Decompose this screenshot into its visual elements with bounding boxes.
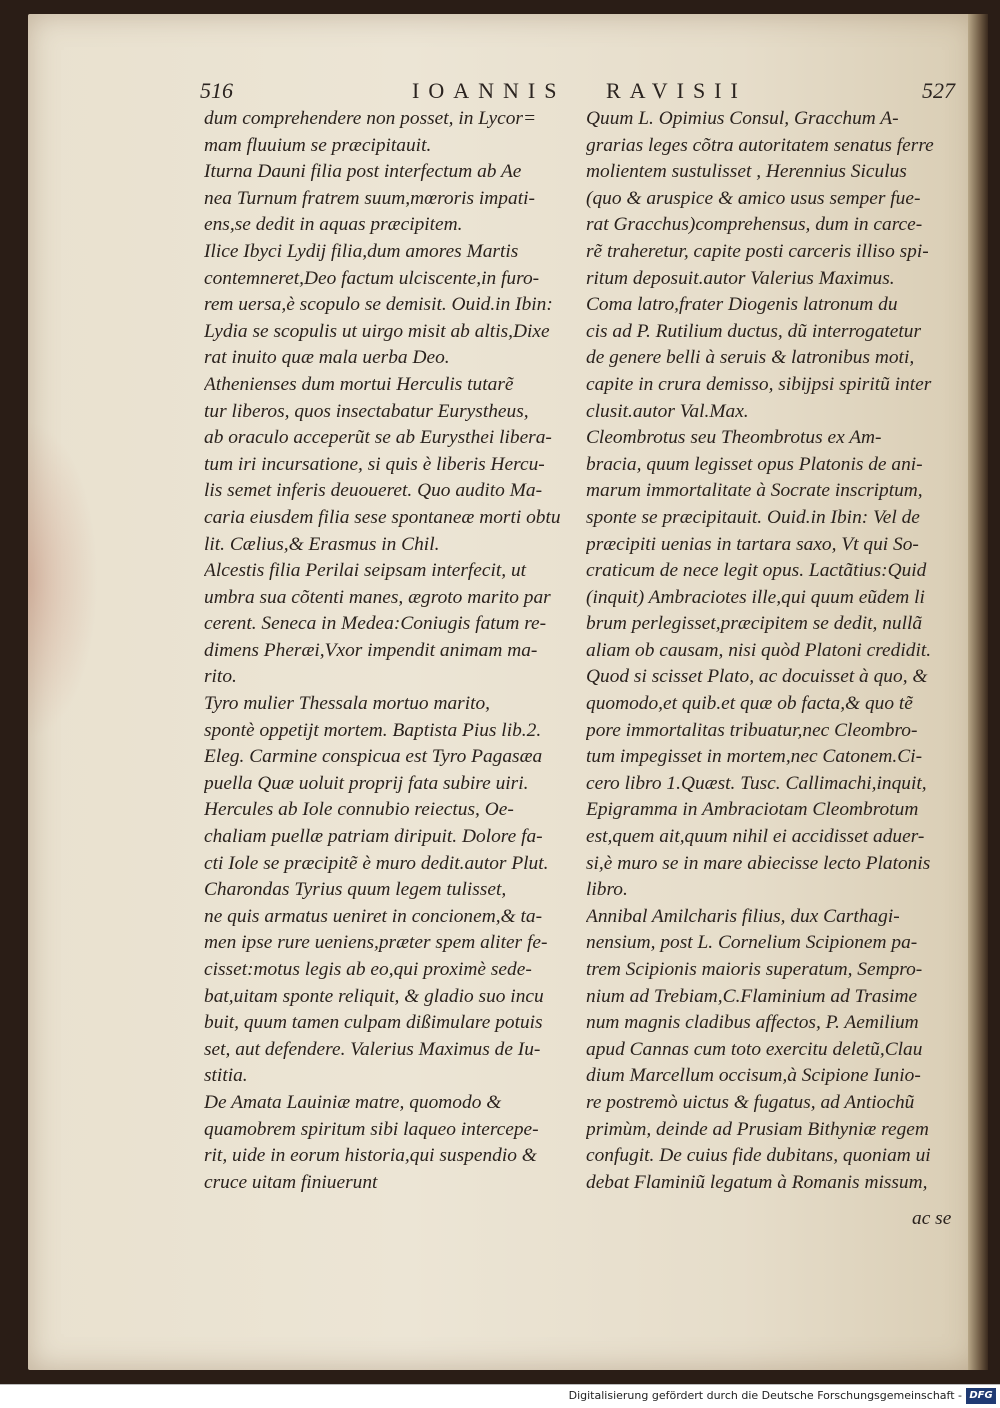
text-line: set, aut defendere. Valerius Maximus de Iu- [204, 1038, 541, 1060]
text-line: ne quis armatus ueniret in concionem,& ta- [204, 905, 543, 927]
text-line: Alcestis filia Perilai seipsam interfecit, ut [204, 560, 527, 582]
text-line: cerent. Seneca in Medea:Coniugis fatum re- [204, 613, 547, 635]
book-edge-shadow [968, 14, 988, 1370]
text-line: lis semet inferis deuoueret. Quo audito Ma- [204, 480, 543, 502]
text-line: Hercules ab Iole connubio reiectus, Oe- [204, 799, 514, 821]
text-line: ens,se dedit in aquas præcipitem. [204, 214, 463, 236]
text-line: si,è muro se in mare abiecisse lecto Platonis [586, 852, 931, 874]
text-line: cisset:motus legis ab eo,qui proximè sede- [204, 959, 532, 980]
text-line: buit, quum tamen culpam dißimulare potuis [204, 1012, 543, 1034]
text-line: Annibal Amilcharis filius, dux Carthagi- [586, 905, 900, 927]
text-line: Quum L. Opimius Consul, Gracchum A- [586, 108, 899, 129]
text-line: Epigramma in Ambraciotam Cleombrotum [586, 799, 919, 821]
text-line: puella Quæ uoluit proprij fata subire uiri. [204, 772, 529, 794]
text-line: cruce uitam finiuerunt [204, 1171, 378, 1193]
text-line: Ilice Ibyci Lydij filia,dum amores Martis [204, 240, 519, 262]
text-line: Charondas Tyrius quum legem tulisset, [204, 879, 507, 901]
text-line: de genere belli à seruis & latronibus moti, [586, 347, 915, 369]
text-line: Coma latro,frater Diogenis latronum du [586, 294, 898, 316]
text-line: Quod si scisset Plato, ac docuisset à quo, & [586, 666, 928, 688]
text-line: pore immortalitas tribuatur,nec Cleombro- [586, 719, 918, 741]
text-line: spontè oppetijt mortem. Baptista Pius lib.2. [204, 719, 542, 741]
paper-stain [28, 420, 98, 740]
text-line: dium Marcellum occisum,à Scipione Iunio- [586, 1065, 921, 1087]
text-line: nea Turnum fratrem suum,mœroris impati- [204, 187, 535, 209]
text-line: tur liberos, quos insectabatur Eurystheus, [204, 400, 529, 422]
digitization-footer [0, 1384, 1000, 1408]
text-line: grarias leges cõtra autoritatem senatus ferre [586, 134, 934, 156]
text-line: rit, uide in eorum historia,qui suspendio & [204, 1145, 537, 1167]
text-line: tum iri incursatione, si quis è liberis Hercu- [204, 453, 545, 475]
text-line: nensium, post L. Cornelium Scipionem pa- [586, 932, 918, 954]
dfg-logo-icon: DFG [966, 1388, 996, 1404]
text-line: rat inuito quæ mala uerba Deo. [204, 347, 450, 369]
text-line: contemneret,Deo factum ulciscente,in furo- [204, 267, 540, 289]
text-line: præcipiti uenias in tartara saxo, Vt qui So- [586, 533, 919, 555]
text-line: chaliam puellæ patriam diripuit. Dolore fa- [204, 826, 543, 848]
text-line: Tyro mulier Thessala mortuo marito, [204, 693, 491, 715]
text-line: tum impegisset in mortem,nec Catonem.Ci- [586, 746, 923, 768]
text-line: marum immortalitate à Socrate inscriptum, [586, 480, 923, 502]
text-line: rem uersa,è scopulo se demisit. Ouid.in Ibin: [204, 294, 553, 316]
text-line: (inquit) Ambraciotes ille,qui quum eũdem li [586, 586, 925, 608]
text-line: libro. [586, 879, 628, 901]
text-line: Eleg. Carmine conspicua est Tyro Pagasæa [204, 746, 543, 768]
text-line: est,quem ait,quum nihil ei accidisset aduer- [586, 826, 925, 848]
text-line: bat,uitam sponte reliquit, & gladio suo incu [204, 985, 544, 1007]
text-line: quamobrem spiritum sibi laqueo intercepe- [204, 1118, 539, 1140]
text-line: primùm, deinde ad Prusiam Bithyniæ regem [586, 1118, 929, 1140]
text-line: sponte se præcipitauit. Ouid.in Ibin: Vel de [586, 506, 920, 528]
text-line: lit. Cælius,& Erasmus in Chil. [204, 533, 440, 555]
text-line: clusit.autor Val.Max. [586, 400, 749, 422]
text-line: rat Gracchus)comprehensus, dum in carce- [586, 214, 923, 236]
page-number-left: 516 [200, 78, 233, 103]
text-line: craticum de nece legit opus. Lactãtius:Quid [586, 560, 927, 582]
text-line: debat Flaminiũ legatum à Romanis missum, [586, 1171, 928, 1193]
text-column-left [204, 106, 572, 1196]
text-line: (quo & aruspice & amico usus semper fue- [586, 187, 921, 209]
text-line: Cleombrotus seu Theombrotus ex Am- [586, 427, 882, 449]
text-line: Athenienses dum mortui Herculis tutarẽ [204, 373, 514, 395]
text-line: caria eiusdem filia sese spontaneæ morti obtu [204, 506, 561, 528]
text-line: capite in crura demisso, sibijpsi spiritũ inter [586, 373, 932, 395]
page-number-right: 527 [922, 78, 955, 103]
text-line: bracia, quum legisset opus Platonis de ani- [586, 453, 923, 475]
text-line: umbra sua cõtenti manes, ægroto marito par [204, 586, 551, 608]
running-title-right: RAVISII [606, 78, 747, 103]
text-line: brum perlegisset,præcipitem se dedit, nullã [586, 613, 923, 635]
text-line: Lydia se scopulis ut uirgo misit ab altis,Dixe [204, 320, 550, 342]
text-line: quomodo,et quib.et quæ ob facta,& quo tẽ [586, 693, 913, 715]
text-line: trem Scipionis maioris superatum, Sempro- [586, 959, 923, 980]
text-line: molientem sustulisset , Herennius Siculus [586, 161, 907, 183]
text-line: stitia. [204, 1065, 248, 1087]
text-line: ritum deposuit.autor Valerius Maximus. [586, 267, 895, 289]
catchword: ac se [912, 1208, 952, 1229]
text-line: apud Cannas cum toto exercitu deletũ,Clau [586, 1038, 923, 1060]
text-line: De Amata Lauiniæ matre, quomodo & [204, 1091, 502, 1113]
text-column-right [586, 106, 954, 1196]
funding-notice: Digitalisierung gefördert durch die Deutsche Forschungsgemeinschaft - [568, 1389, 962, 1402]
text-line: ab oraculo acceperũt se ab Eurysthei libera- [204, 427, 552, 449]
text-line: cis ad P. Rutilium ductus, dũ interrogatetur [586, 320, 922, 342]
running-title-left: IOANNIS [412, 78, 566, 103]
text-line: Iturna Dauni filia post interfectum ab Ae [204, 161, 522, 183]
text-line: dimens Pheræi,Vxor impendit animam ma- [204, 639, 538, 661]
text-line: aliam ob causam, nisi quòd Platoni credidit. [586, 639, 932, 661]
text-line: nium ad Trebiam,C.Flaminium ad Trasime [586, 985, 918, 1007]
text-line: men ipse rure ueniens,præter spem aliter fe- [204, 932, 548, 954]
text-line: confugit. De cuius fide dubitans, quoniam ui [586, 1145, 931, 1167]
text-line: num magnis cladibus affectos, P. Aemilium [586, 1012, 919, 1034]
text-line: rẽ traheretur, capite posti carceris illiso spi- [586, 240, 929, 262]
text-line: dum comprehendere non posset, in Lycor= [204, 108, 537, 129]
text-line: cero libro 1.Quæst. Tusc. Callimachi,inquit, [586, 772, 927, 794]
text-line: re postremò uictus & fugatus, ad Antiochũ [586, 1091, 915, 1113]
text-line: cti Iole se præcipitẽ è muro dedit.autor Plut. [204, 852, 549, 874]
text-line: rito. [204, 666, 237, 688]
text-line: mam fluuium se præcipitauit. [204, 134, 432, 156]
